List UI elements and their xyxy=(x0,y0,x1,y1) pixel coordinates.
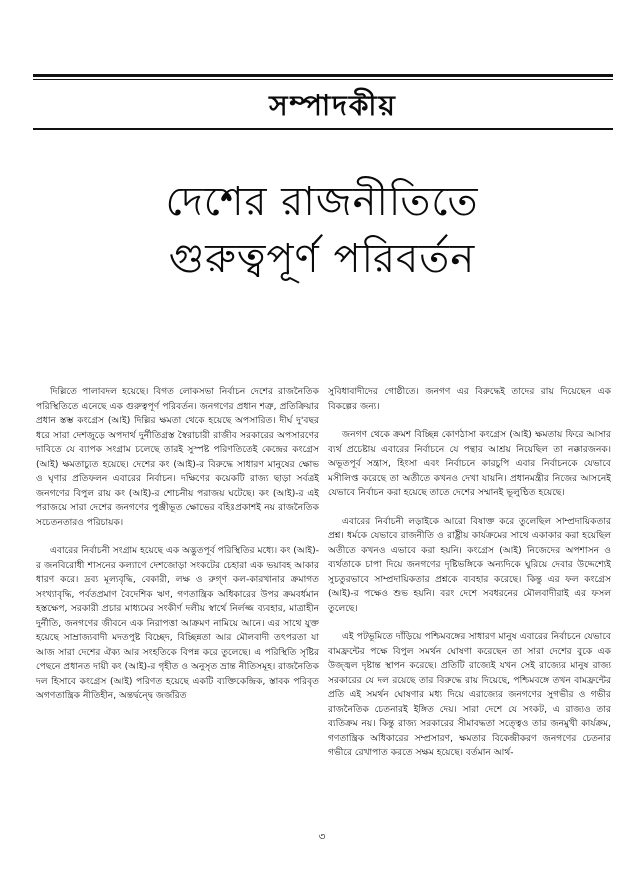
right-paragraph-1: সুবিধাবাদীদের গোষ্ঠীতে। জনগণ এর বিরুদ্ধেই তাদের রায় দিয়েছেন এক বিকল্পের জন্য। xyxy=(328,387,611,412)
left-column xyxy=(36,385,319,718)
right-column xyxy=(328,385,611,775)
masthead-underline xyxy=(33,128,613,130)
right-paragraph-3: এবারের নির্বাচনী লড়াইকে আরো বিষাক্ত করে তুলেছিল সাম্প্রদায়িকতার প্রশ্ন। ধর্মকে যেভাবে রাজনীতি ও রাষ্ট্রীয় কার্যক্রমের সাথে একাকার করা হয়েছিল অতীতে কখনও এভাবে করা হয়নি। কংগ্রেস (আই) নিজেদের অপশাসন ও ব্যর্থতাকে চাপা দিয়ে জনগণের দৃষ্টিভঙ্গিকে অন্যদিকে ঘুরিয়ে দেবার উদ্দেশ্যেই সুচতুরভাবে সাম্প্রদায়িকতার প্রশ্নকে ব্যবহার করেছে। কিন্তু এর ফল কংগ্রেস (আই)-র পক্ষেও শুভ হয়নি। বরং দেশে সবধরনের মৌলবাদীরাই এর ফসল তুলেছে। xyxy=(328,516,611,614)
masthead-box xyxy=(233,82,433,122)
left-paragraph-1: দিল্লিতে পালাবদল হয়েছে। বিগত লোকসভা নির্বাচন দেশের রাজনৈতিক পরিস্থিতিতে এনেছে এক গুরুত্বপূর্ণ পরিবর্তন। জনগণের প্রধান শত্রু, প্রতিক্রিয়ার প্রধান স্তম্ভ কংগ্রেস (আই) দিল্লির ক্ষমতা থেকে হয়েছে অপসারিত। দীর্ঘ দু'বছর ধরে সারা দেশজুড়ে অপদার্থ দুর্নীতিগ্রস্ত স্বৈরাচারী রাজীব সরকারের অপসারণের দাবিতে যে ব্যাপক সংগ্রাম চলেছে তারই সুস্পষ্ট পরিণতিতেই কেন্দ্রের কংগ্রেস (আই) ক্ষমতাচ্যুত হয়েছে। দেশের কং (আই)-র বিরুদ্ধে সাধারণ মানুষের ক্ষোভ ও ঘৃণার প্রতিফলন এবারের নির্বাচন। দক্ষিণের কয়েকটি রাজ্য ছাড়া সর্বত্রই জনগণের বিপুল রায় কং (আই)-র শোচনীয় পরাজয় ঘটেছে। কং (আই)-র এই পরাজয়ে সারা দেশের জনগণের পুঞ্জীভূত ক্ষোভের বহিঃপ্রকাশই নয় রাজনৈতিক সচেতনতারও পরিচায়ক। xyxy=(36,387,319,528)
headline-line-1: দেশের রাজনীতিতে xyxy=(165,179,479,225)
top-rule-thick xyxy=(33,74,613,77)
right-paragraph-2: জনগণ থেকে ক্রমশ বিচ্ছিন্ন কোণঠাসা কংগ্রেস (আই) ক্ষমতায় ফিরে আসার ব্যর্থ প্রচেষ্টায় এবারের নির্বাচনে যে পন্থার আশ্রয় নিয়েছিল তা নক্কারজনক। অভূতপূর্ব সন্ত্রাস, হিংসা এবং নির্বাচনে কারচুপি এবার নির্বাচনকে যেভাবে মসীলিপ্ত করেছে তা অতীতে কখনও দেখা যায়নি। প্রধানমন্ত্রীর নিজের আসনেই যেভাবে নির্বাচন করা হয়েছে তাতে দেশের সম্মানই ভূলুণ্ঠিত হয়েছে। xyxy=(328,430,611,498)
page-number: ৩ xyxy=(318,830,326,843)
masthead-label: সম্পাদকীয় xyxy=(269,89,397,122)
top-rule-thin xyxy=(33,79,613,80)
left-paragraph-2: এবারের নির্বাচনী সংগ্রাম হয়েছে এক অদ্ভুতপূর্ব পরিস্থিতির মধ্যে। কং (আই)-র জনবিরোধী শাসনের কল্যাণে দেশজোড়া সংকটের চেহারা এক ভয়াবহ আকার ধারণ করে। দ্রব্য মূল্যবৃদ্ধি, বেকারী, লক্ষ ও রুগ্ণ কল-কারখানার ক্রমাগত সংখ্যাবৃদ্ধি, পর্বতপ্রমাণ বৈদেশিক ঋণ, গণতান্ত্রিক অধিকারের উপর ক্রমবর্ধমান হস্তক্ষেপ, সরকারী প্রচার মাধ্যমের সংকীর্ণ দলীয় স্বার্থে নির্লজ্জ ব্যবহার, মাত্রাহীন দুর্নীতি, জনগণের জীবনে এক নিরাপত্তা আক্রমণ নামিয়ে আনে। এর সাথে যুক্ত হয়েছে সাম্রাজ্যবাদী মদতপুষ্ট বিচ্ছেদ, বিচ্ছিন্নতা আর মৌলবাদী তৎপরতা যা আজ সারা দেশের ঐক্য আর সংহতিকে বিপন্ন করে তুলেছে। এ পরিস্থিতি সৃষ্টির পেছনে প্রধানত দায়ী কং (আই)-র গৃহীত ও অনুসৃত ভ্রান্ত নীতিসমূহ। রাজনৈতিক দল হিসাবে কংগ্রেস (আই) পরিণত হয়েছে একটি ব্যক্তিকেন্দ্রিক, স্তাবক পরিবৃত অগণতান্ত্রিক নীতিহীন, অন্তর্দ্বন্দ্বে জর্জরিত xyxy=(36,546,319,701)
headline-line-2: গুরুত্বপূর্ণ পরিবর্তন xyxy=(168,236,476,282)
right-paragraph-4: এই পটভূমিতে দাঁড়িয়ে পশ্চিমবঙ্গের সাধারণ মানুষ এবারের নির্বাচনে যেভাবে বামফ্রন্টের পক্ষে বিপুল সমর্থন ঘোষণা করেছেন তা সারা দেশের বুকে এক উজ্জ্বল দৃষ্টান্ত স্থাপন করেছে। প্রতিটি রাজ্যেই যখন সেই রাজ্যের মানুষ রাজ্য সরকারের যে দল রয়েছে তার বিরুদ্ধে রায় দিয়েছে, পশ্চিমবঙ্গে তখন বামফ্রন্টের প্রতি এই সমর্থন ঘোষণার মধ্য দিয়ে এরাজ্যের জনগণের সুগভীর ও গভীর রাজনৈতিক চেতনারই ইঙ্গিত দেয়। সারা দেশে যে সংকট, এ রাজ্যও তার ব্যতিক্রম নয়। কিন্তু রাজ্য সরকারের সীমাবদ্ধতা সত্ত্বেও তার জনমুখী কার্যক্রম, গণতান্ত্রিক অধিকারের সম্প্রসারণ, ক্ষমতার বিকেন্দ্রীকরণ জনগণের চেতনার গভীরে রেখাপাত করতে সক্ষম হয়েছে। বর্তমান আর্থ- xyxy=(328,632,611,758)
